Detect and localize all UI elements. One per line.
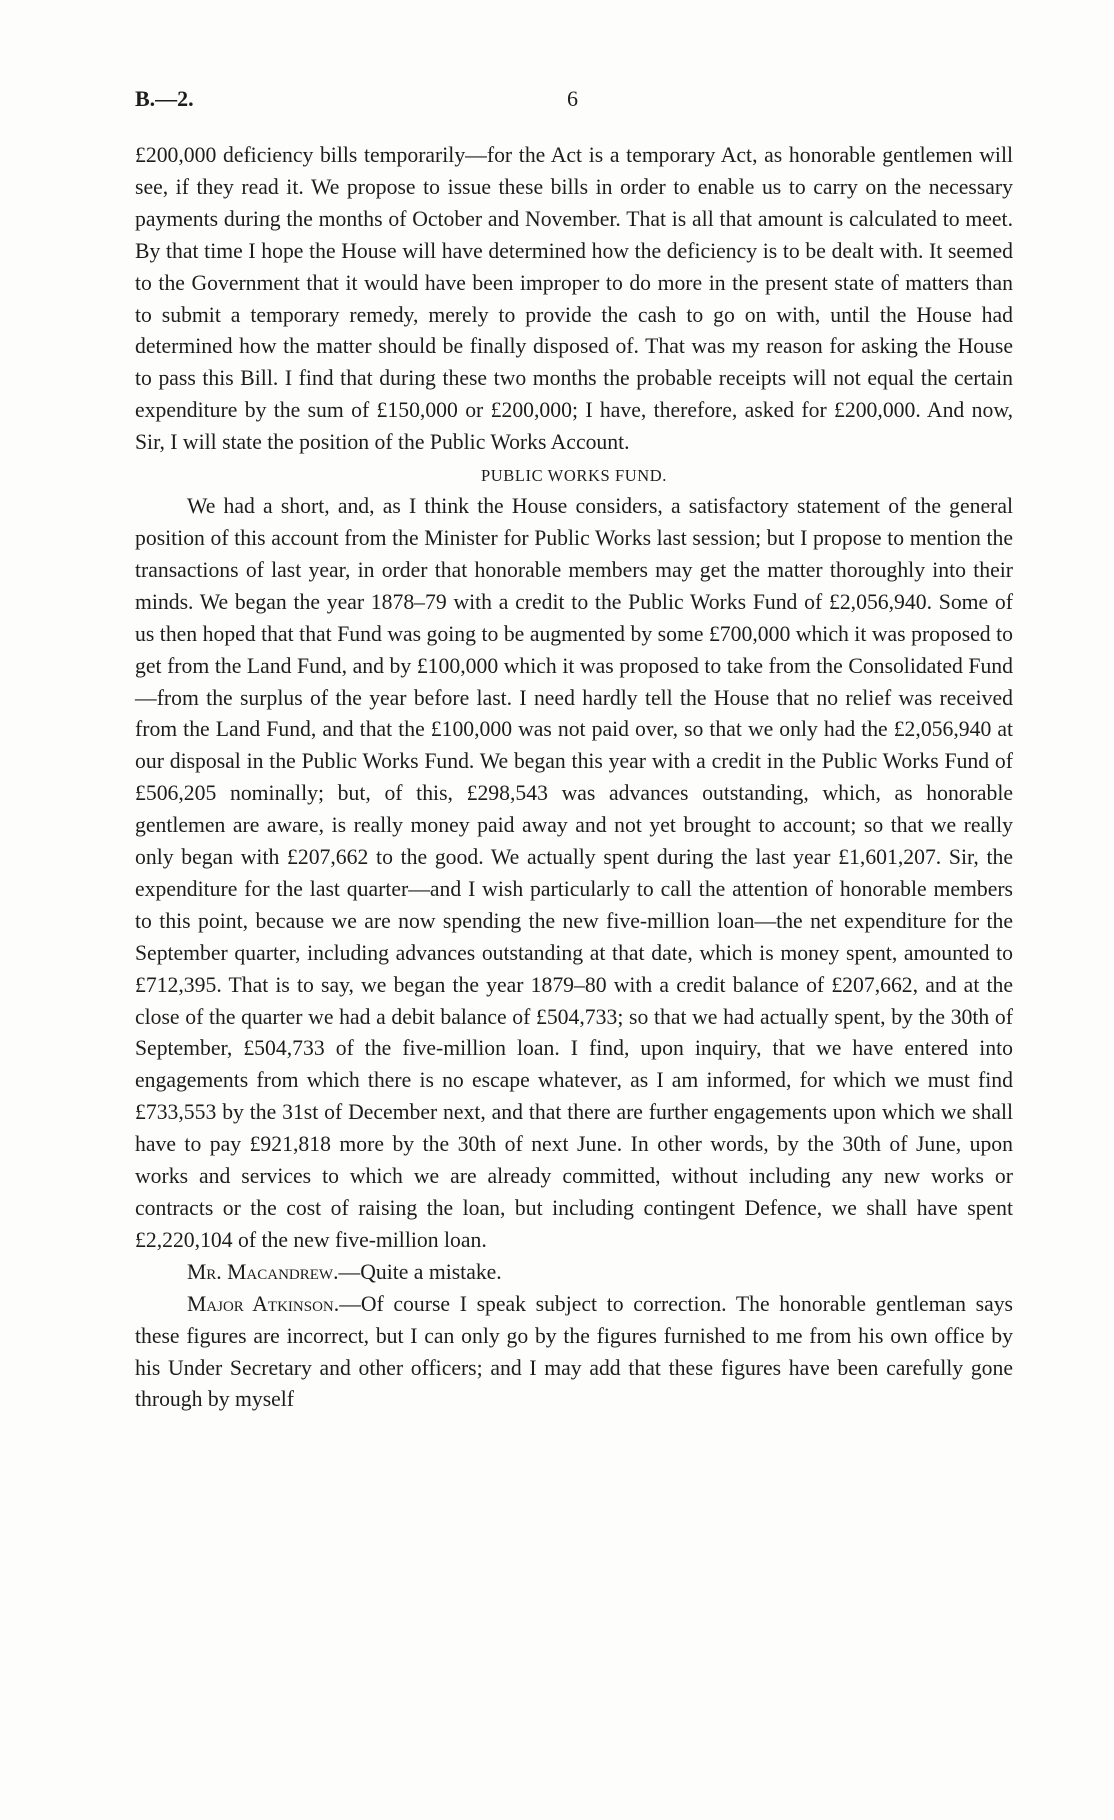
page-number: 6 xyxy=(567,86,578,111)
section-heading-public-works-fund: PUBLIC WORKS FUND. xyxy=(480,466,668,486)
paragraph-public-works-fund: We had a short, and, as I think the House considers, a satisfactory statement of the general position of this account from the Minister for Public Works last session; but I propose to mention the transactions of last year, in order that honorable members may get the matter thoroughly into their minds. We began the year 1878–79 with a credit to the Public Works Fund of £2,056,940. Some of us then hoped that that Fund was going to be augmented by some £700,000 which it was proposed to get from the Land Fund, and by £100,000 which it was proposed to take from the Consolidated Fund—from the surplus of the year before last. I need hardly tell the House that no relief was received from the Land Fund, and that the £100,000 was not paid over, so that we only had the £2,056,940 at our disposal in the Public Works Fund. We began this year with a credit in the Public Works Fund of £506,205 nominally; but, of this, £298,543 was advances outstanding, which, as honorable gentlemen are aware, is really money paid away and not yet brought to account; so that we really only began with £207,662 to the good. We actually spent during the last year £1,601,207. Sir, the expenditure for the last quarter—and I wish particularly to call the attention of honorable members to this point, because we are now spending the new five-million loan—the net expenditure for the September quarter, including advances outstanding at that date, which is money spent, amounted to £712,395. That is to say, we began the year 1879–80 with a credit balance of £207,662, and at the close of the quarter we had a debit balance of £504,733; so that we had actually spent, by the 30th of September, £504,733 of the five-million loan. I find, upon inquiry, that we have entered into engagements from which there is no escape whatever, as I am informed, for which we must find £733,553 by the 31st of December next, and that there are further engagements upon which we shall have to pay £921,818 more by the 30th of next June. In other words, by the 30th of June, upon works and services to which we are already committed, without including any new works or contracts or the cost of raising the loan, but including contingent Defence, we shall have spent £2,220,104 of the new five-million loan. xyxy=(135,494,1013,1252)
reply-text: —Of course I speak subject to correction. The honorable gentleman says these figures are incorrect, but I can only go by the figures furnished to me from his own office by his Under Secretary and other officers; and I may add that these figures have been carefully gone through by myself xyxy=(135,1291,1014,1412)
reply-paragraph xyxy=(135,1289,1013,1417)
paragraph-deficiency-bills: £200,000 deficiency bills temporarily—for the Act is a temporary Act, as honorable gentlemen will see, if they read it. We propose to issue these bills in order to enable us to carry on the necessary payments during the months of October and November. That is all that amount is calculated to meet. By that time I hope the House will have determined how the deficiency is to be dealt with. It seemed to the Government that it would have been improper to do more in the present state of matters than to submit a temporary remedy, merely to provide the cash to go on with, until the House had determined how the matter should be finally disposed of. That was my reason for asking the House to pass this Bill. I find that during these two months the probable receipts will not equal the certain expenditure by the sum of £150,000 or £200,000; I have, therefore, asked for £200,000. And now, Sir, I will state the position of the Public Works Account. xyxy=(135,143,1013,455)
page-header xyxy=(135,86,1013,116)
speaker-name-atkinson: Major Atkinson. xyxy=(187,1291,340,1316)
body-text xyxy=(135,140,1013,1416)
speaker-name-macandrew: Mr. Macandrew. xyxy=(187,1259,339,1284)
running-head: B.—2. xyxy=(135,86,194,111)
interjection-paragraph xyxy=(135,1257,1013,1289)
interjection-text: —Quite a mistake. xyxy=(338,1259,502,1284)
